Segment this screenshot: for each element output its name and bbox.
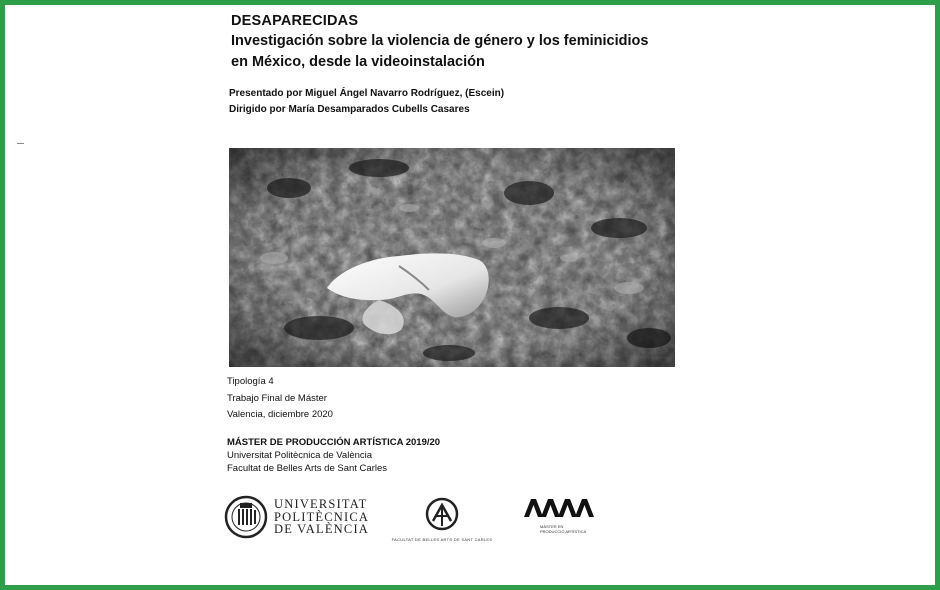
- meta-block: [227, 374, 333, 424]
- university-name: Universitat Politècnica de València: [227, 450, 373, 461]
- fba-emblem-icon: [422, 497, 462, 531]
- maaa-wordmark-icon: [522, 497, 594, 519]
- maaa-logo: [522, 497, 594, 534]
- upv-line-3: DE VALÈNCIA: [274, 522, 370, 537]
- stray-mark: [17, 143, 24, 144]
- typology: Tipología 4: [227, 376, 274, 387]
- subtitle-line-2: en México, desde la videoinstalación: [231, 54, 485, 70]
- maaa-caption: [540, 524, 594, 534]
- title-block: [231, 13, 648, 73]
- upv-line-1: UNIVERSITAT: [274, 497, 368, 512]
- program-title: MÁSTER DE PRODUCCIÓN ARTÍSTICA 2019/20: [227, 437, 441, 448]
- presented-by: Presentado por Miguel Ángel Navarro Rodríguez, (Escein): [229, 88, 505, 99]
- fba-logo: [387, 497, 497, 542]
- cover-photo: [229, 148, 675, 367]
- authors-block: [229, 86, 504, 118]
- maaa-caption-line-2: PRODUCCIÓ ARTÍSTICA: [540, 529, 587, 534]
- fba-caption: FACULTAT DE BELLES ARTS DE SANT CARLES: [391, 537, 493, 542]
- document-subtitle: [231, 31, 648, 73]
- rubble-landscape-image: [229, 148, 675, 367]
- upv-logo: [224, 495, 369, 539]
- program-block: [227, 436, 440, 475]
- logos-row: [224, 495, 624, 542]
- place-date: Valencia, diciembre 2020: [227, 409, 333, 420]
- directed-by: Dirigido por María Desamparados Cubells Casares: [229, 104, 470, 115]
- work-type: Trabajo Final de Máster: [227, 392, 327, 404]
- document-title: DESAPARECIDAS: [231, 13, 359, 29]
- upv-line-2: POLITÈCNICA: [274, 509, 370, 524]
- upv-wordmark: [274, 498, 369, 536]
- upv-seal-icon: [224, 495, 268, 539]
- subtitle-line-1: Investigación sobre la violencia de género y los feminicidios: [231, 33, 649, 49]
- faculty-name: Facultat de Belles Arts de Sant Carles: [227, 463, 387, 474]
- maaa-caption-line-1: MÀSTER EN: [540, 524, 564, 529]
